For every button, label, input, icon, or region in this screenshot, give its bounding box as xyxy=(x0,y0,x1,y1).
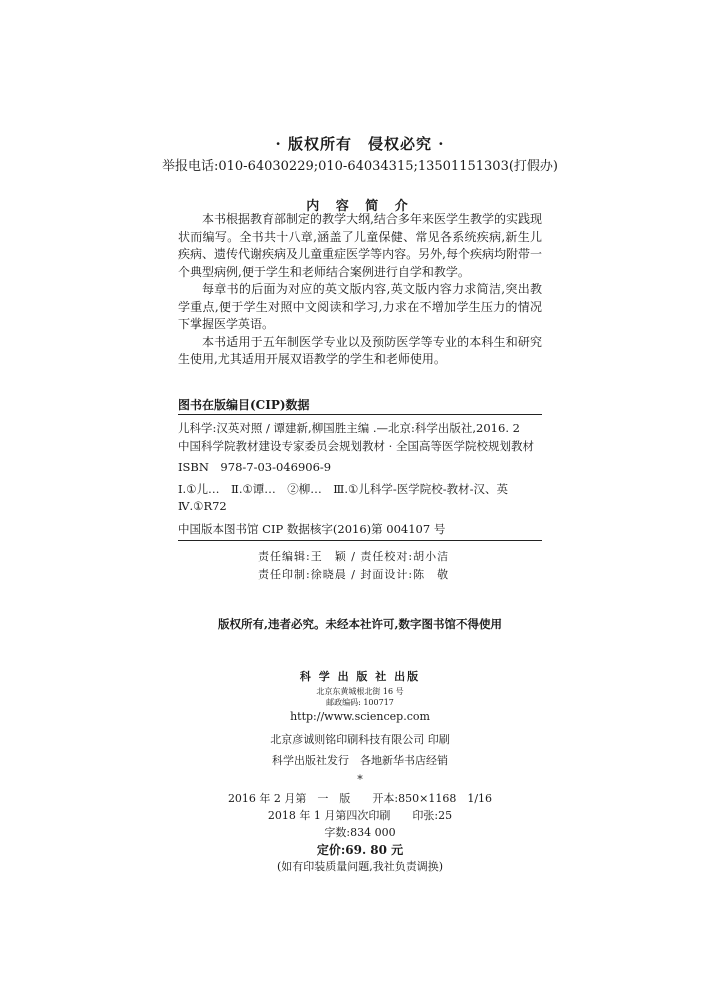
cip-top-rule xyxy=(178,414,542,415)
cip-bottom-rule xyxy=(178,540,542,541)
price: 定价:69. 80 元 xyxy=(316,843,404,857)
publisher-postcode: 邮政编码: 100717 xyxy=(326,698,394,707)
copyright-title: · 版权所有 侵权必究 · xyxy=(275,135,445,153)
cip-number: 中国版本图书馆 CIP 数据核字(2016)第 004107 号 xyxy=(178,522,446,536)
cip-heading: 图书在版编目(CIP)数据 xyxy=(178,398,310,412)
cip-class-line: Ⅰ.①儿… Ⅱ.①谭… ②柳… Ⅲ.①儿科学-医学院校-教材-汉、英 xyxy=(178,482,508,496)
summary-paragraph: 本书根据教育部制定的教学大纲,结合多年来医学生教学的实践现状而编写。全书共十八章,涵盖了儿童保健、常见各系统疾病,新生儿疾病、遗传代谢疾病及儿童重症医学等内容。另外,每个疾病均附带一个典型病例,便于学生和老师结合案例进行自学和教学。 xyxy=(178,212,542,279)
summary-paragraph: 本书适用于五年制医学专业以及预防医学等专业的本科生和研究生使用,尤其适用开展双语教学的学生和老师使用。 xyxy=(178,334,542,366)
cip-class-line: Ⅳ.①R72 xyxy=(178,499,227,513)
separator-star: * xyxy=(357,773,363,786)
distribution-line: 科学出版社发行 各地新华书店经销 xyxy=(272,754,448,767)
summary-heading: 内 容 简 介 xyxy=(306,199,414,214)
summary-body xyxy=(178,211,542,369)
report-phone: 举报电话:010-64030229;010-64034315;13501151303(打假办) xyxy=(161,159,558,174)
printing-line: 2018 年 1 月第四次印刷 印张:25 xyxy=(267,809,453,822)
cip-title-line: 儿科学:汉英对照 / 谭建新,柳国胜主编 .—北京:科学出版社,2016. 2 xyxy=(178,421,520,435)
publisher-website: http://www.sciencep.com xyxy=(290,710,430,723)
summary-paragraph: 每章书的后面为对应的英文版内容,英文版内容力求简洁,突出教学重点,便于学生对照中文阅读和学习,力求在不增加学生压力的情况下掌握医学英语。 xyxy=(178,282,542,331)
cip-isbn: ISBN 978-7-03-046906-9 xyxy=(178,460,332,474)
cip-series-line: 中国科学院教材建设专家委员会规划教材 · 全国高等医学院校规划教材 xyxy=(178,439,534,453)
edition-line: 2016 年 2 月第 一 版 开本:850×1168 1/16 xyxy=(227,792,493,805)
staff-editors: 责任编辑:王 颖 / 责任校对:胡小洁 xyxy=(258,550,450,563)
rights-notice: 版权所有,违者必究。未经本社许可,数字图书馆不得使用 xyxy=(217,617,502,631)
staff-printing: 责任印制:徐晓晨 / 封面设计:陈 敬 xyxy=(258,568,450,581)
word-count: 字数:834 000 xyxy=(324,826,396,839)
publisher-line: 科 学 出 版 社 出版 xyxy=(299,670,421,683)
publisher-address: 北京东黄城根北街 16 号 xyxy=(316,687,404,696)
printer-line: 北京彦诚则铭印刷科技有限公司 印刷 xyxy=(270,733,450,746)
quality-note: (如有印装质量问题,我社负责调换) xyxy=(276,860,444,873)
